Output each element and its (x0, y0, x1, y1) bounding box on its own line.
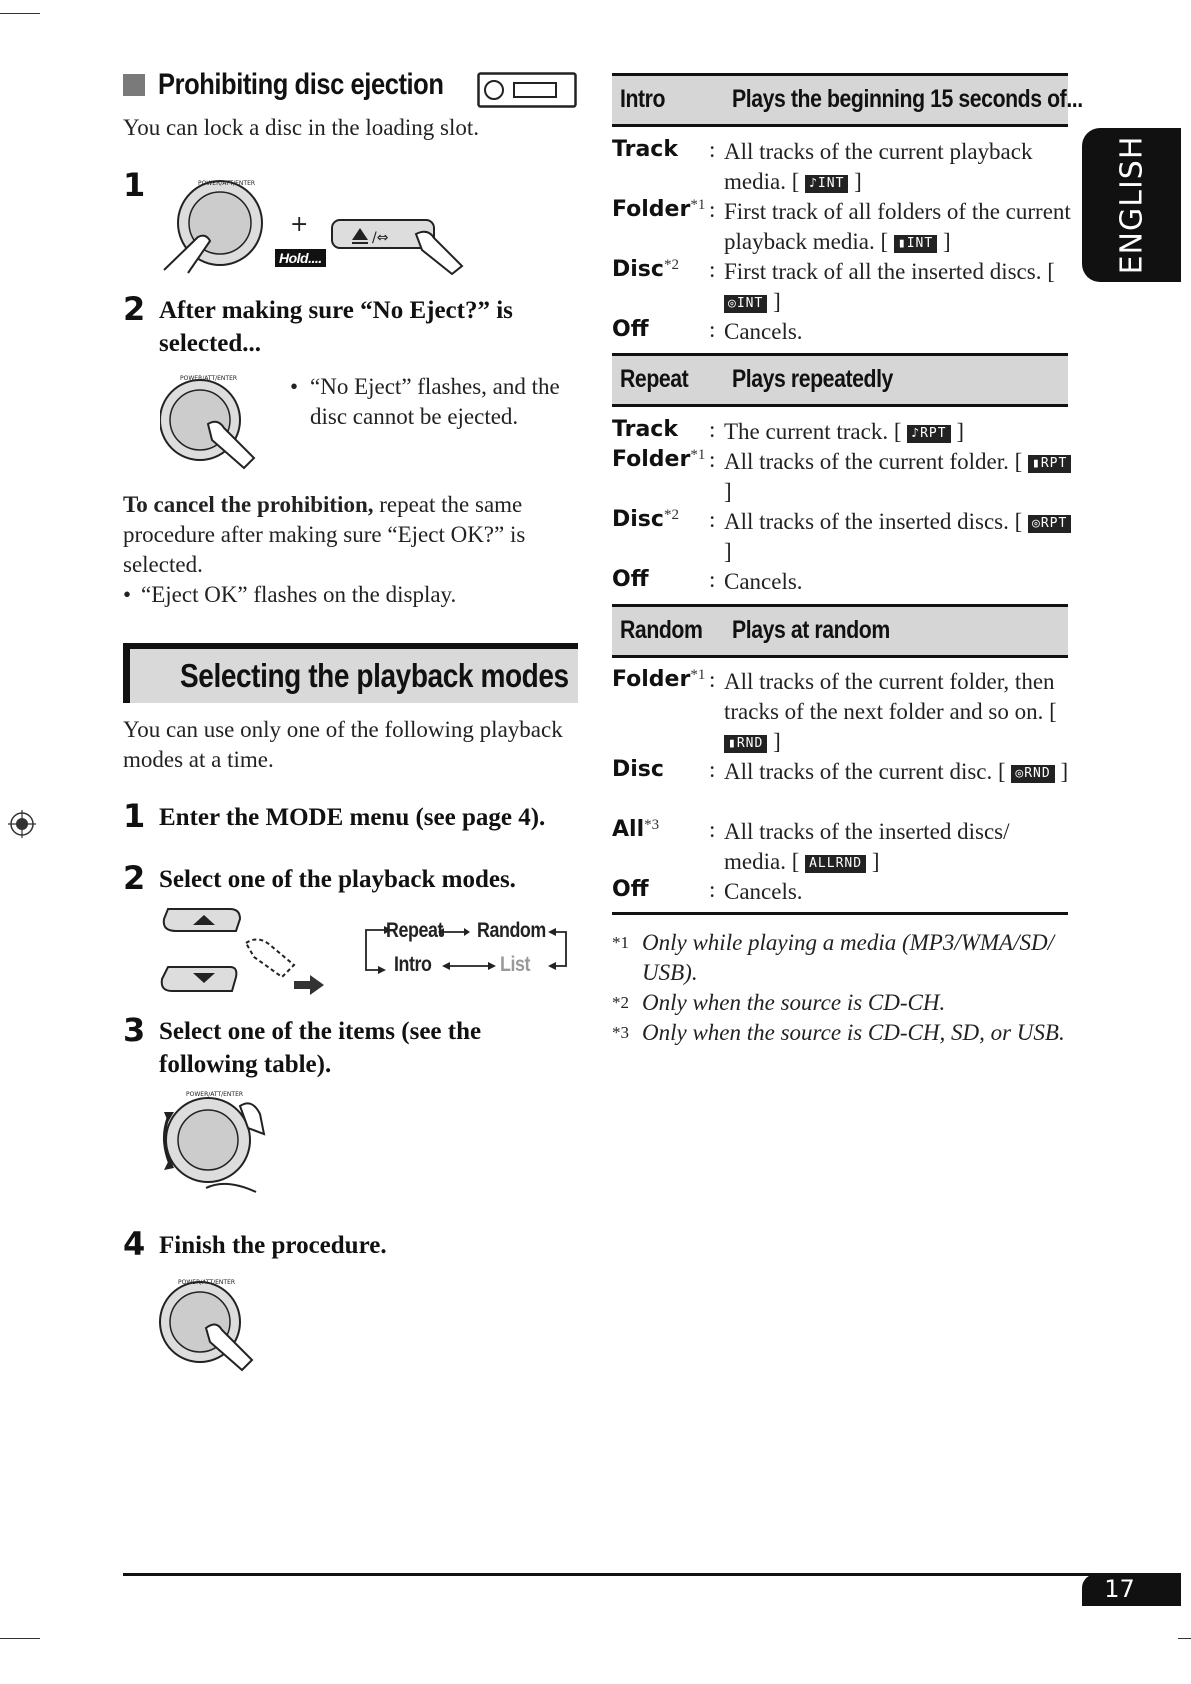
footnote: *1 Only while playing a media (MP3/WMA/SD/ USB). (612, 930, 1055, 985)
table-header-random: Random Plays at random (612, 604, 1068, 658)
step-title: After making sure “No Eject?” is selected... (159, 297, 513, 357)
section-banner (123, 643, 578, 703)
display-indicator-icon: ▮RND (724, 735, 767, 753)
cancel-paragraph: To cancel the prohibition, repeat the same procedure after making sure “Eject OK?” is selected. (123, 492, 526, 577)
heading-marker (123, 74, 145, 96)
table-bottom-rule (612, 912, 1068, 915)
power-knob-icon (160, 372, 260, 476)
step-title: Finish the procedure. (159, 1232, 387, 1259)
display-indicator-icon: ♪INT (805, 175, 848, 193)
svg-text:/⇔: /⇔ (372, 230, 389, 246)
step-number: 1 (123, 797, 146, 835)
power-knob-icon (160, 175, 270, 279)
disc-slot-icon (477, 72, 577, 112)
table-header-repeat: Repeat Plays repeatedly (612, 353, 1068, 407)
rotary-knob-icon (156, 1088, 276, 1202)
bullet-item: • “No Eject” flashes, and the disc cannot be ejected. (290, 374, 560, 429)
display-indicator-icon: ◎RND (1011, 765, 1054, 783)
step-number: 1 (123, 166, 146, 204)
section-title-modes: Selecting the playback modes (180, 657, 569, 694)
page-number: 17 (1104, 1575, 1135, 1603)
modes-intro: You can use only one of the following playback modes at a time. (123, 717, 563, 772)
language-tab: ENGLISH (1082, 128, 1181, 282)
display-indicator-icon: ▮RPT (1028, 455, 1071, 473)
svg-text:POWER/ATT/ENTER: POWER/ATT/ENTER (186, 1091, 244, 1098)
up-down-buttons-icon (158, 905, 328, 999)
mode-random-label: Random (477, 919, 546, 942)
svg-text:POWER/ATT/ENTER: POWER/ATT/ENTER (198, 180, 256, 187)
section-title-prohibit: Prohibiting disc ejection (158, 68, 444, 101)
footnote: *2 Only when the source is CD-CH. (612, 990, 946, 1015)
step-title: Enter the MODE menu (see page 4). (159, 804, 546, 831)
table-header-intro: Intro Plays the beginning 15 seconds of... (612, 73, 1068, 127)
display-indicator-icon: ◎RPT (1028, 515, 1071, 533)
hold-badge: Hold.... (275, 249, 326, 267)
svg-text:POWER/ATT/ENTER: POWER/ATT/ENTER (180, 375, 238, 382)
crop-mark (0, 13, 40, 14)
plus-sign: + (290, 212, 309, 237)
step-number: 3 (123, 1011, 146, 1049)
page-number-tab (1082, 1574, 1181, 1606)
step-number: 2 (123, 290, 146, 328)
prohibit-intro: You can lock a disc in the loading slot. (123, 115, 480, 140)
svg-text:POWER/ATT/ENTER: POWER/ATT/ENTER (178, 1279, 236, 1286)
display-indicator-icon: ◎INT (724, 295, 767, 313)
registration-mark-icon (8, 810, 36, 842)
mode-list-label: List (500, 953, 531, 976)
step-title: Select one of the playback modes. (159, 866, 516, 893)
display-indicator-icon: ♪RPT (907, 425, 950, 443)
step-number: 2 (123, 859, 146, 897)
footnote: *3 Only when the source is CD-CH, SD, or USB. (612, 1020, 1065, 1045)
footer-rule (123, 1573, 1181, 1576)
power-knob-icon (158, 1276, 258, 1380)
step-number: 4 (123, 1225, 146, 1263)
eject-button-icon (330, 216, 465, 290)
bullet-item: • “Eject OK” flashes on the display. (123, 582, 457, 607)
mode-intro-label: Intro (394, 953, 432, 976)
step-title: Select one of the items (see the following table). (159, 1018, 482, 1078)
display-indicator-icon: ALLRND (805, 855, 866, 873)
crop-mark (0, 1638, 40, 1639)
mode-repeat-label: Repeat (386, 919, 443, 942)
crop-mark (1178, 1638, 1191, 1639)
display-indicator-icon: ▮INT (894, 235, 937, 253)
